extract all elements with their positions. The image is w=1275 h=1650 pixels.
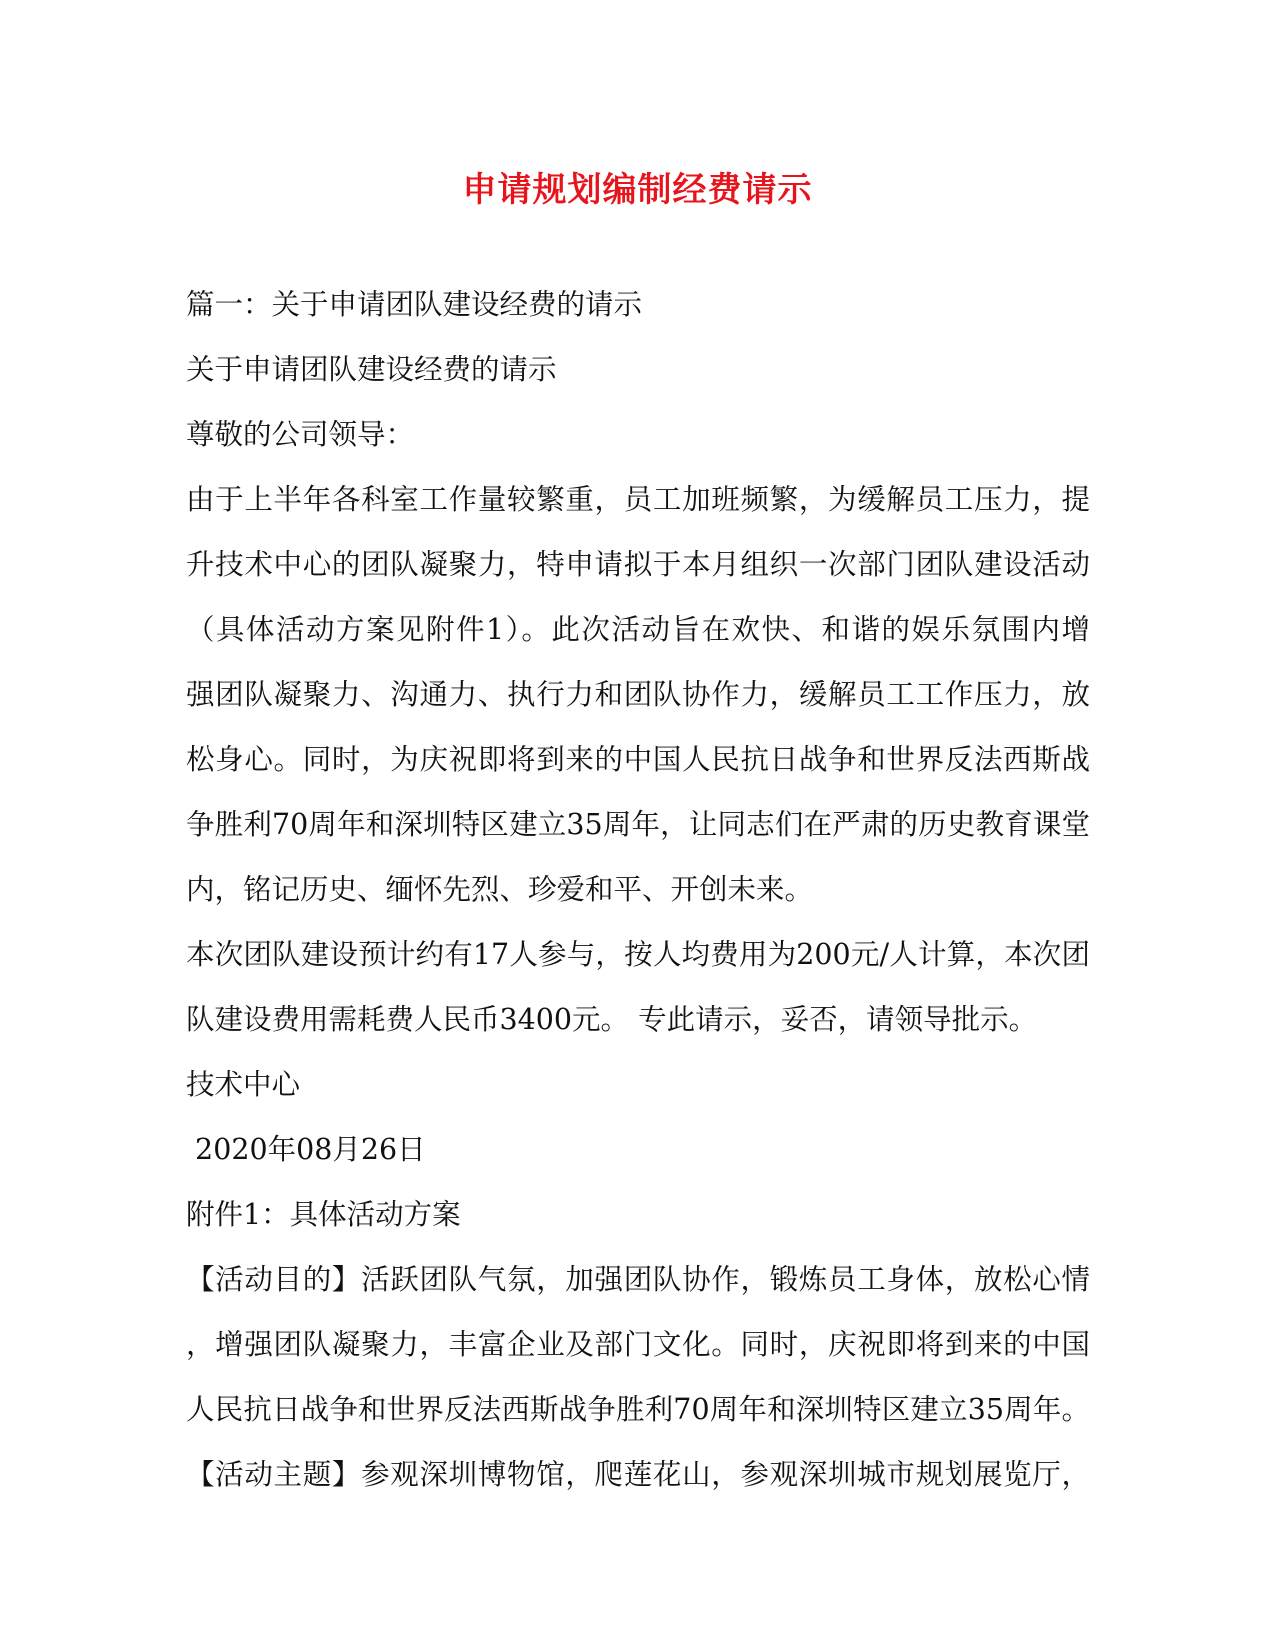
paragraph-line: 升技术中心的团队凝聚力，特申请拟于本月组织一次部门团队建设活动 — [186, 548, 1090, 581]
signature-date: 2020年08月26日 — [186, 1133, 426, 1166]
attachment-heading: 附件1：具体活动方案 — [186, 1198, 461, 1231]
paragraph-line: 【活动目的】活跃团队气氛，加强团队协作，锻炼员工身体，放松心情 — [186, 1263, 1090, 1296]
request-title: 关于申请团队建设经费的请示 — [186, 353, 557, 386]
paragraph-line: 强团队凝聚力、沟通力、执行力和团队协作力，缓解员工工作压力，放 — [186, 678, 1090, 711]
salutation: 尊敬的公司领导： — [186, 418, 415, 451]
paragraph-line: 内，铭记历史、缅怀先烈、珍爱和平、开创未来。 — [186, 873, 814, 906]
paragraph-line: （具体活动方案见附件1）。此次活动旨在欢快、和谐的娱乐氛围内增 — [186, 613, 1090, 646]
paragraph-line: ，增强团队凝聚力，丰富企业及部门文化。同时，庆祝即将到来的中国 — [186, 1328, 1090, 1361]
document-title: 申请规划编制经费请示 — [462, 170, 813, 210]
paragraph-line: 松身心。同时，为庆祝即将到来的中国人民抗日战争和世界反法西斯战 — [186, 743, 1090, 776]
paragraph-line: 本次团队建设预计约有17人参与，按人均费用为200元/人计算，本次团 — [186, 938, 1090, 971]
signature-department: 技术中心 — [186, 1068, 301, 1101]
paragraph-line: 由于上半年各科室工作量较繁重，员工加班频繁，为缓解员工压力，提 — [186, 483, 1090, 516]
paragraph-line: 【活动主题】参观深圳博物馆，爬莲花山，参观深圳城市规划展览厅， — [186, 1458, 1090, 1491]
paragraph-line: 争胜利70周年和深圳特区建立35周年，让同志们在严肃的历史教育课堂 — [186, 808, 1090, 841]
paragraph-line: 人民抗日战争和世界反法西斯战争胜利70周年和深圳特区建立35周年。 — [186, 1393, 1090, 1426]
paragraph-line: 队建设费用需耗费人民币3400元。 专此请示，妥否，请领导批示。 — [186, 1003, 1038, 1036]
document-body — [186, 272, 1090, 1507]
section-heading: 篇一：关于申请团队建设经费的请示 — [186, 288, 643, 321]
